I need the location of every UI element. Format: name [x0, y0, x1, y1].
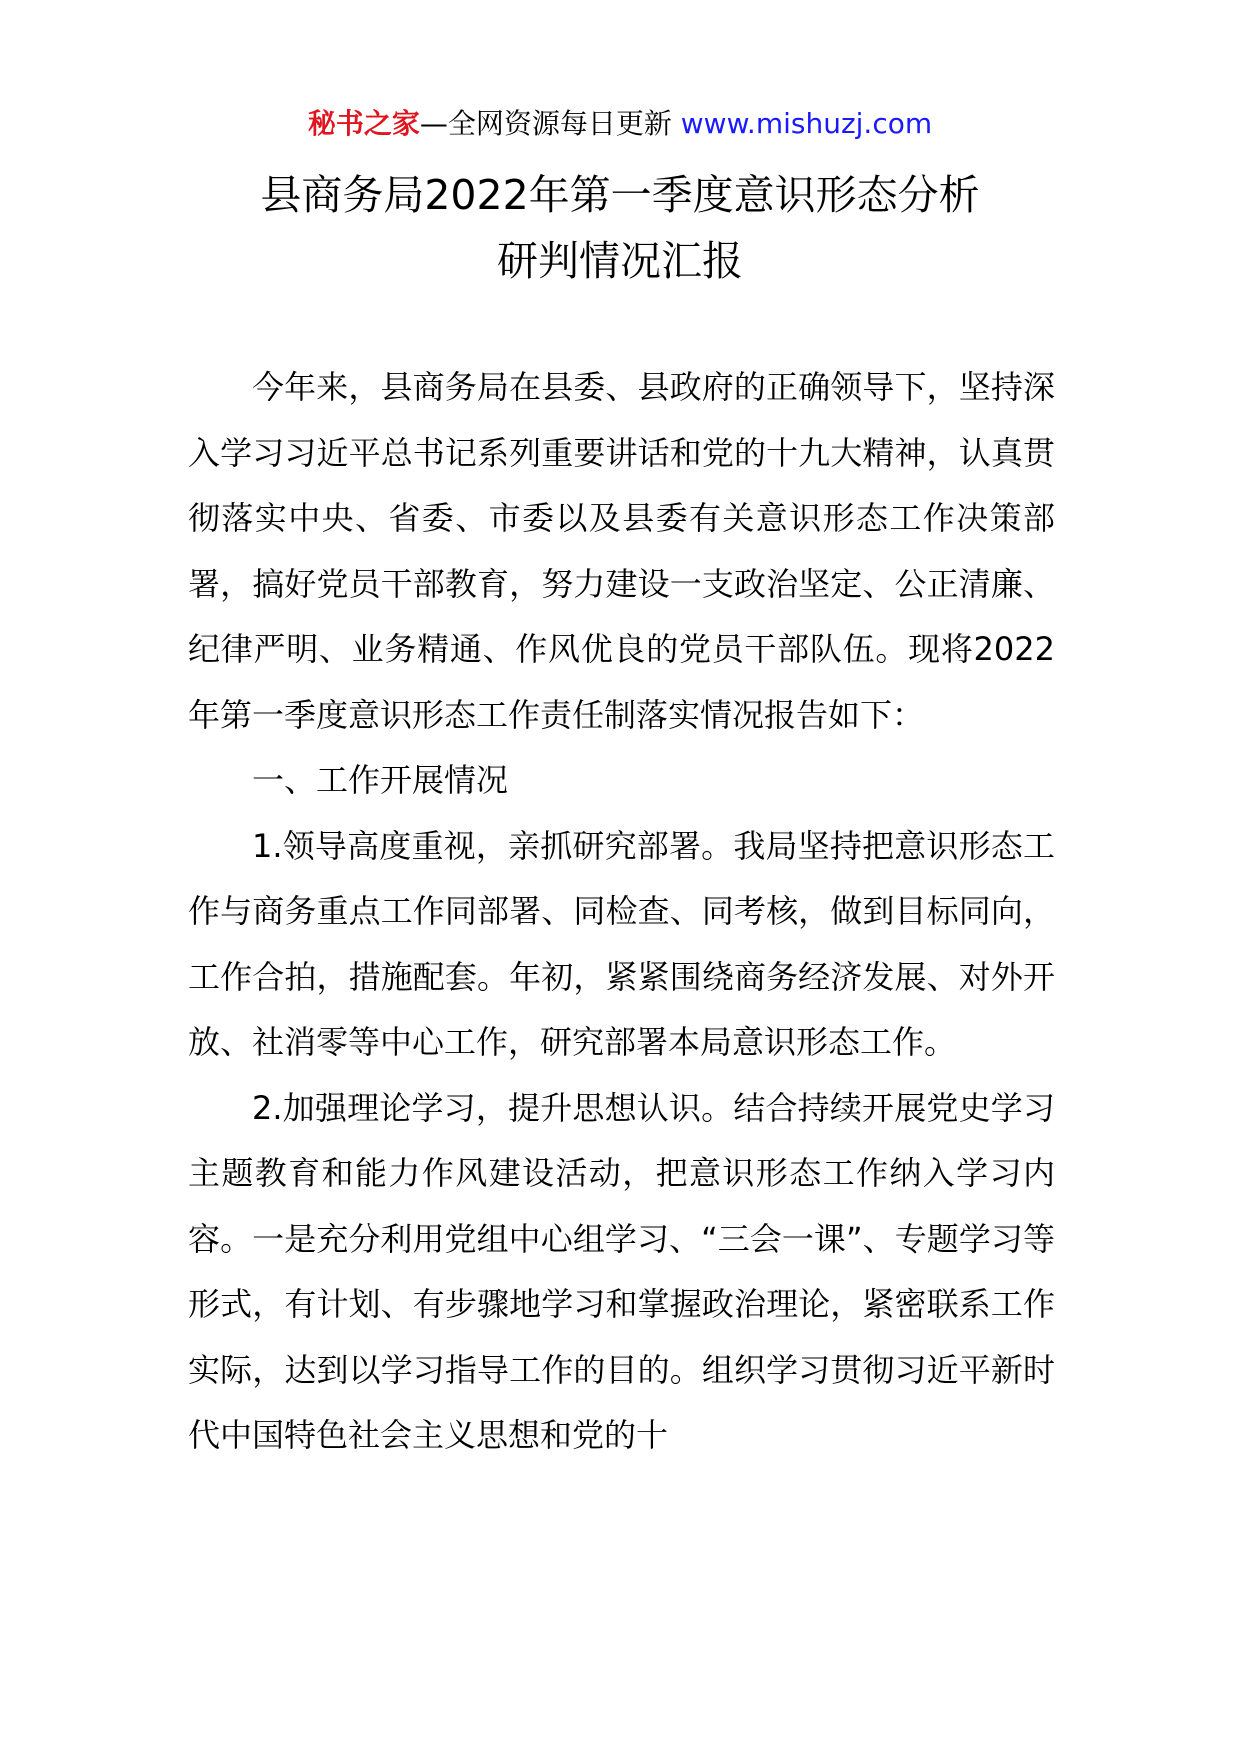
watermark-header: [0, 104, 1240, 144]
title-line-1: 县商务局2022年第一季度意识形态分析: [260, 171, 980, 219]
site-url-link[interactable]: www.mishuzj.com: [680, 107, 933, 140]
section-heading: 一、工作开展情况: [252, 761, 509, 799]
document-title: [0, 162, 1240, 294]
brand-name: 秘书之家: [307, 107, 420, 140]
body-paragraph: 1.领导高度重视，亲抓研究部署。我局坚持把意识形态工作与商务重点工作同部署、同检查、同考核，做到目标同向，工作合拍，措施配套。年初，紧紧围绕商务经济发展、对外开放、社消零等中心工作，研究部署本局意识形态工作。: [188, 826, 1055, 1061]
header-tagline: —全网资源每日更新: [419, 107, 681, 140]
intro-paragraph: 今年来，县商务局在县委、县政府的正确领导下，坚持深入学习习近平总书记系列重要讲话和党的十九大精神，认真贯彻落实中央、省委、市委以及县委有关意识形态工作决策部署，搞好党员干部教育，努力建设一支政治坚定、公正清廉、纪律严明、业务精通、作风优良的党员干部队伍。现将2022年第一季度意识形态工作责任制落实情况报告如下：: [188, 368, 1055, 734]
body-paragraph: 2.加强理论学习，提升思想认识。结合持续开展党史学习主题教育和能力作风建设活动，把意识形态工作纳入学习内容。一是充分利用党组中心组学习、“三会一课”、专题学习等形式，有计划、有步骤地学习和掌握政治理论，紧密联系工作实际，达到以学习指导工作的目的。组织学习贯彻习近平新时代中国特色社会主义思想和党的十: [188, 1088, 1055, 1454]
document-body: [188, 355, 1055, 1469]
title-line-2: 研判情况汇报: [497, 237, 743, 285]
